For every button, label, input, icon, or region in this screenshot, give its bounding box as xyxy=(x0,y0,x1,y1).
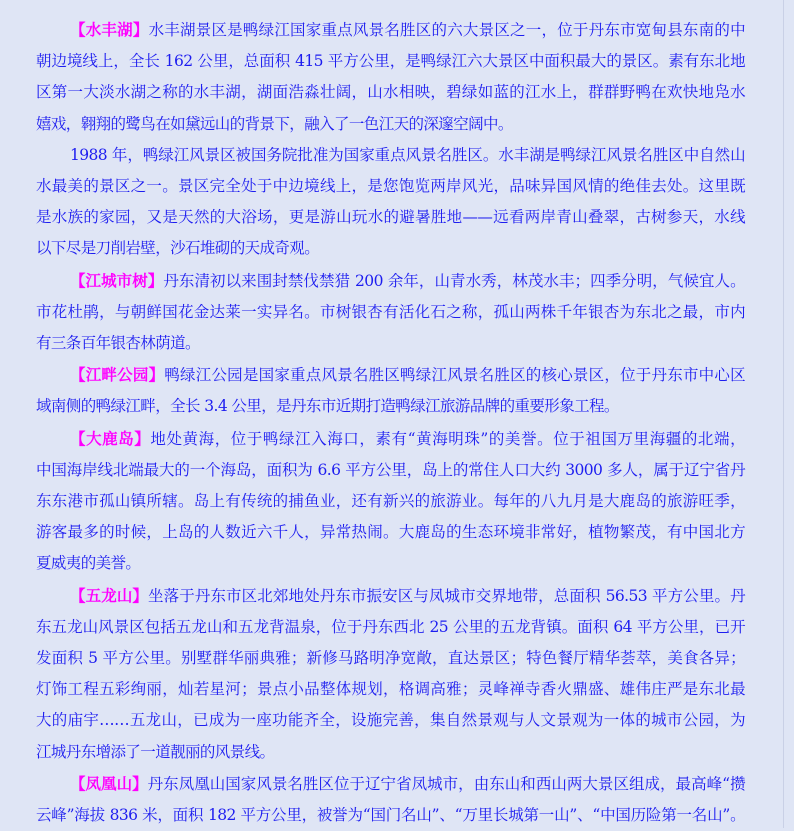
line-text: 丹东凤凰山国家风景名胜区位于辽宁省凤城市，由东山和西山两大景区组成，最高峰“攒 xyxy=(147,774,745,793)
line-text: 云峰”海拔 836 米，面积 182 平方公里，被誉为“国门名山”、“万里长城第一山”、“中国历险第一名山”。 xyxy=(36,806,745,825)
text-line xyxy=(36,800,745,831)
paragraph xyxy=(36,140,745,265)
page-edge xyxy=(783,0,784,828)
section-heading: 【江城市树】 xyxy=(70,270,164,290)
text-line xyxy=(36,486,745,517)
line-text: 朝边境线上，全长 162 公里，总面积 415 平方公里，是鸭绿江六大景区中面积最大的景区。素有东北地 xyxy=(36,52,745,71)
text-line xyxy=(36,580,745,612)
document-body xyxy=(36,14,745,831)
text-line xyxy=(36,109,745,140)
line-text: 域南侧的鸭绿江畔，全长 3.4 公里，是丹东市近期打造鸭绿江旅游品牌的重要形象工程。 xyxy=(36,397,619,416)
line-text: 鸭绿江公园是国家重点风景名胜区鸭绿江风景名胜区的核心景区，位于丹东市中心区 xyxy=(164,366,745,385)
paragraph xyxy=(36,580,745,768)
line-text: 市花杜鹃，与朝鲜国花金达莱一实异名。市树银杏有活化石之称，孤山两株千年银杏为东北之最，市内 xyxy=(36,302,745,321)
paragraph xyxy=(36,423,745,580)
line-text: 以下尽是刀削岩壁，沙石堆砌的天成奇观。 xyxy=(36,239,320,258)
section-heading: 【江畔公园】 xyxy=(70,365,165,385)
section-heading: 【凤凰山】 xyxy=(70,773,148,793)
text-line xyxy=(36,202,745,233)
text-line xyxy=(36,548,745,579)
text-line xyxy=(36,233,745,264)
paragraph xyxy=(36,14,745,140)
section-heading: 【大鹿岛】 xyxy=(70,428,151,448)
section-heading: 【五龙山】 xyxy=(70,585,149,605)
text-line xyxy=(36,768,745,800)
text-line xyxy=(36,705,745,736)
text-line xyxy=(36,297,745,328)
text-line xyxy=(36,612,745,643)
text-line xyxy=(36,171,745,202)
line-text: 丹东清初以来围封禁伐禁猎 200 余年，山青水秀，林茂水丰；四季分明，气候宜人。 xyxy=(163,271,745,290)
paragraph xyxy=(36,768,745,831)
line-text: 东五龙山风景区包括五龙山和五龙背温泉，位于丹东西北 25 公里的五龙背镇。面积 64 平方公里，已开 xyxy=(36,617,745,636)
paragraph xyxy=(36,265,745,360)
line-text: 发面积 5 平方公里。别墅群华丽典雅；新修马路明净宽敞，直达景区；特色餐厅精华荟萃，美食各异； xyxy=(36,649,745,668)
line-text: 1988 年，鸭绿江风景区被国务院批准为国家重点风景名胜区。水丰湖是鸭绿江风景名胜区中自然山 xyxy=(70,145,745,164)
line-text: 游客最多的时候，上岛的人数近六千人，异常热闹。大鹿岛的生态环境非常好，植物繁茂，有中国北方 xyxy=(36,523,745,542)
line-text: 中国海岸线北端最大的一个海岛，面积为 6.6 平方公里，岛上的常住人口大约 3000 多人，属于辽宁省丹 xyxy=(36,460,745,479)
text-line xyxy=(36,643,745,674)
line-text: 嬉戏，翱翔的鹭鸟在如黛远山的背景下，融入了一色江天的深邃空阔中。 xyxy=(36,114,513,133)
text-line xyxy=(36,140,745,171)
text-line xyxy=(36,737,745,768)
text-line xyxy=(36,328,745,359)
line-text: 水最美的景区之一。景区完全处于中边境线上，是您饱览两岸风光，品味异国风情的绝佳去处。这里既 xyxy=(36,177,745,196)
section-heading: 【水丰湖】 xyxy=(70,20,149,39)
line-text: 地处黄海，位于鸭绿江入海口，素有“黄海明珠”的美誉。位于祖国万里海疆的北端， xyxy=(150,429,745,448)
text-line xyxy=(36,517,745,548)
line-text: 水丰湖景区是鸭绿江国家重点风景名胜区的六大景区之一，位于丹东市宽甸县东南的中 xyxy=(148,21,745,39)
line-text: 夏威夷的美誉。 xyxy=(36,554,141,573)
text-line xyxy=(36,423,745,455)
line-text: 坐落于丹东市区北郊地处丹东市振安区与凤城市交界地带，总面积 56.53 平方公里。丹 xyxy=(148,586,745,605)
text-line xyxy=(36,265,745,297)
line-text: 是水族的家园，又是天然的大浴场，更是游山玩水的避暑胜地——远看两岸青山叠翠，古树参天，水线 xyxy=(36,208,745,227)
text-line xyxy=(36,46,745,77)
text-line xyxy=(36,455,745,486)
text-line xyxy=(36,391,745,422)
text-line xyxy=(36,359,745,391)
text-line xyxy=(36,77,745,108)
line-text: 东东港市孤山镇所辖。岛上有传统的捕鱼业，还有新兴的旅游业。每年的八九月是大鹿岛的旅游旺季， xyxy=(36,492,745,511)
text-line xyxy=(36,14,745,46)
text-line xyxy=(36,674,745,705)
line-text: 区第一大淡水湖之称的水丰湖，湖面浩淼壮阔，山水相映，碧绿如蓝的江水上，群群野鸭在欢快地凫水 xyxy=(36,83,745,102)
line-text: 大的庙宇……五龙山，已成为一座功能齐全，设施完善，集自然景观与人文景观为一体的城市公园，为 xyxy=(36,711,745,730)
line-text: 有三条百年银杏林荫道。 xyxy=(36,334,200,353)
paragraph xyxy=(36,359,745,422)
line-text: 灯饰工程五彩绚丽，灿若星河；景点小品整体规划，格调高雅；灵峰禅寺香火鼎盛、雄伟庄严是东北最 xyxy=(36,680,745,699)
line-text: 江城丹东增添了一道靓丽的风景线。 xyxy=(36,742,275,761)
